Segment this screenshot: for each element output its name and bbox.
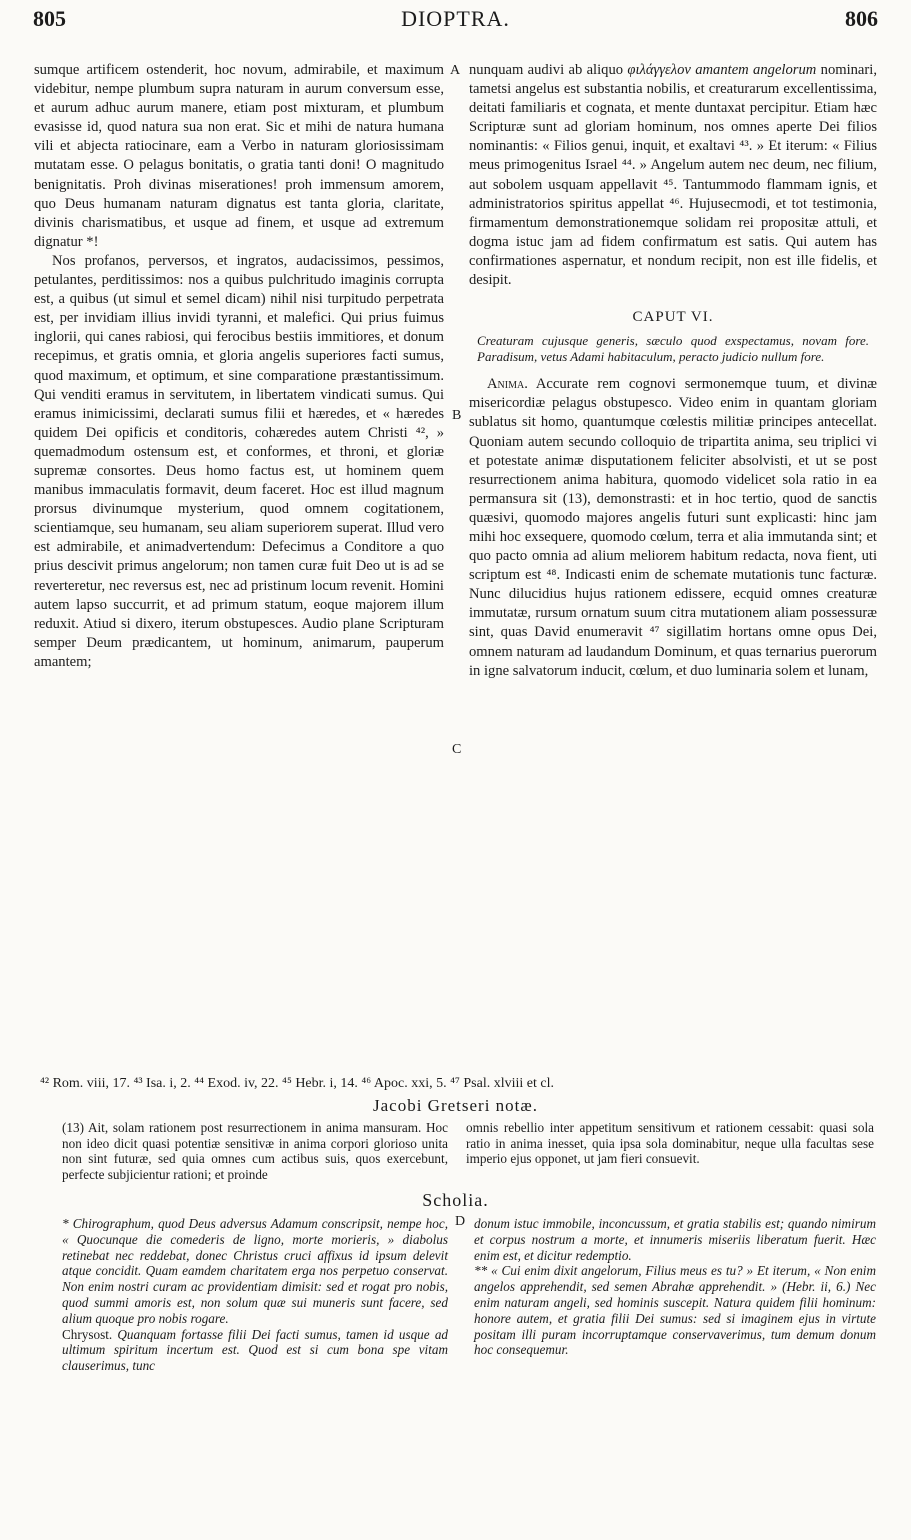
gutter-mark-b: B	[452, 408, 462, 423]
right-paragraph-2-text: Accurate rem cognovi sermonemque tuum, et divinæ misericordiæ pelagus obstupesco. Video enim in quantam gloriam sublatus sit homo, quantumque cœlestis militiæ principes antecellat. Quoniam autem secundo colloquio de tripartita anima, seu triplici vi et potestate animæ disputationem feliciter absolvisti, et ut se post resurrectionem anima habitura, quomodo videlicet sola ratio in ea permansura sit (13), demonstrasti: et in hoc tertio, quod de sanctis quæsivi, quomodo majores angelis futuri sunt explicasti: hinc jam mihi hoc exsequere, quomodo cœlum, terra et alia immutanda sint; et quo pacto omnia ad alium meliorem habitum redacta, nova fient, uti scriptum est ⁴⁸. Indicasti enim de schemate mutationis tunc facturæ. Nunc dilucidius hujus rationem edissere, ecquid omnes creaturæ immutatæ, rursum ornatum suum citra mutationem aliam possessuræ sint, quas David enumeravit ⁴⁷ sigillatim hortans omne opus Dei, omnem naturam ad laudandum Dominum, et quas ternarius puerorum in igne salvatorum inducit, cœlum, et duo luminaria solem et lunam,	[469, 376, 877, 679]
scholia-left-paragraph-2-text: Quanquam fortasse filii Dei facti sumus, tamen id usque ad ultimum spiritum incertum est. Quod est si cum bona spe vitam clauserimus, tunc	[62, 1326, 449, 1374]
chapter-summary: Creaturam cujusque generis, sæculo quod exspectamus, novam fore. Paradisum, vetus Adami habitaculum, peracto judicio nullum fore.	[477, 333, 869, 365]
left-paragraph-1: sumque artificem ostenderit, hoc novum, admirabile, et maximum videbitur, nempe plumbum supra naturam in aurum conversum esse, et aurum adhuc aurum manere, etiam post mixturam, et plumbum evasisse id, quod natura sua non erat. Sic et mihi de natura humana vili et abjecta ratiocinare, eam a Verbo in naturam gloriosissimam mutatam esse. O pelagus bonitatis, o gratia tanti doni! O magnitudo benignitatis. Proh divinas miserationes! proh immensum amorem, quo Deus humanam naturam dignatus est tanta gloria, claritate, divinis charismatibus, et usque ad finem, et usque ad extremum dignatur *!	[34, 62, 444, 250]
gutter-mark-c: C	[452, 742, 462, 757]
right-column	[469, 61, 877, 681]
right-paragraph-1-start: nunquam audivi ab aliquo	[469, 62, 624, 78]
scholia-right	[474, 1216, 876, 1358]
notes-left: (13) Ait, solam rationem post resurrectionem in anima mansuram. Hoc non ideo dicit quasi potentiæ sensitivæ in anima corpori glorioso unita non sint futuræ, sed quia omnes cum actibus suis, quos exercebunt, perfecte subjicientur rationi; et proinde	[62, 1120, 448, 1182]
notes-title: Jacobi Gretseri notæ.	[373, 1096, 538, 1115]
italic-gloss: amantem angelorum	[695, 62, 817, 78]
gutter-mark-d: D	[455, 1214, 466, 1229]
scholia-title: Scholia.	[422, 1190, 489, 1210]
speaker-label: Anima.	[487, 376, 528, 393]
scholia-right-paragraph-1: donum istuc immobile, inconcussum, et gratia stabilis est; quando nimirum et corpus nostrum a morte, et innumeris miseriis liberatum fuerit. Hæc enim est, et dicitur redemptio.	[474, 1216, 876, 1263]
left-column	[34, 61, 444, 672]
page-header	[33, 6, 878, 40]
scholia-left	[62, 1216, 448, 1374]
right-paragraph-2	[469, 375, 877, 681]
greek-word: φιλάγγελον	[627, 62, 691, 78]
right-paragraph-1-rest: nominari, tametsi angelus est substantia nobilis, et creaturarum excellentissima, deitati familiaris et cognata, et mente duntaxat percipitur. Etiam hæc Scripturæ sunt ad gloriam hominum, nos omnes aperte Dei filios nominantis: « Filios genui, inquit, et exaltavi ⁴³. » Et iterum: « Filius meus primogenitus Israel ⁴⁴. » Angelum autem nec deum, nec filium, aut sobolem usquam appellavit ⁴⁵. Tantummodo flammam ignis, et administratorios spiritus appellat ⁴⁶. Hujusecmodi, et tot testimonia, firmamentum demonstrationemque solidam rei propositæ attuli, et dogma istuc jam ad fidem confirmatum est satis. Qui autem has confirmationes aspernatur, et nondum recipit, non est ille fidelis, et desipit.	[469, 62, 877, 289]
notes-right: omnis rebellio inter appetitum sensitivum et rationem cessabit: quasi sola ratio in anima inesset, quia ipsa sola dominabitur, neque ulla facultas sese imperio ejus opponet, ut jam fieri consuevit.	[466, 1120, 874, 1167]
page-number-left: 805	[33, 6, 66, 31]
scholia-left-paragraph-1: * Chirographum, quod Deus adversus Adamum conscripsit, nempe hoc, « Quocunque die comederis de ligno, morte morieris, » diabolus retinebat nec reddebat, donec Christus cruci affixus id ipsum delevit atque concidit. Quam eamdem charitatem erga nos perpetuo conservat. Non enim nostri curam ac providentiam dimisit: sed et rogat pro nobis, quod summi amoris est, non solum quæ sui muneris sunt facere, sed alium quoque pro nobis rogare.	[62, 1216, 448, 1326]
gutter-mark-a: A	[450, 63, 461, 78]
scholia-author-label: Chrysost.	[62, 1326, 113, 1342]
chapter-heading: CAPUT VI.	[632, 309, 714, 326]
scholia-right-paragraph-2: ** « Cui enim dixit angelorum, Filius meus es tu? » Et iterum, « Non enim angelos apprehendit, sed semen Abrahæ apprehendit. » (Hebr. ii, 6.) Nec enim naturam angeli, sed hominis suscepit. Natura quidem filii hominum: honore autem, et gratia filii Dei sumus: sed si imaginem ejus in virtute positam illi puram incorruptamque conservaverimus, tum demum donum hoc consequemur.	[474, 1263, 876, 1358]
page-number-right: 806	[845, 6, 878, 31]
scripture-references: ⁴² Rom. viii, 17. ⁴³ Isa. i, 2. ⁴⁴ Exod. iv, 22. ⁴⁵ Hebr. i, 14. ⁴⁶ Apoc. xxi, 5. ⁴⁷ Psal. xlviii et cl.	[40, 1076, 554, 1091]
running-title: DIOPTRA.	[401, 6, 510, 31]
right-paragraph-1	[469, 61, 877, 290]
scholia-left-paragraph-2	[62, 1327, 448, 1374]
left-paragraph-2: Nos profanos, perversos, et ingratos, audacissimos, pessimos, petulantes, perditissimos: nos a quibus pulchritudo imaginis corrupta est, a quibus (ut simul et semel dicam) nihil nisi turpitudo perpetrata est, per invidiam illius invidi tyranni, et malefici. Qui prius fuimus inglorii, qui canes rabiosi, qui ferocibus bestiis immitiores, et donum recepimus, et gratis omnia, et gloria angelis superiores facti sumus, quod maximum, et optimum, et sine comparatione præstantissimum. Qui venditi eramus in servitutem, in libertatem vindicati sumus. Qui eramus inimicissimi, declarati sumus filii et hæredes, et « hæredes quidem Dei opificis et conditoris, cohæredes autem Christi ⁴², » quemadmodum ostensum est, et conformes, et throni, et gloriæ supremæ consortes. Deus homo factus est, ut hominem quem manibus immaculatis formavit, deum faceret. Hoc est illud magnum prorsus divinumque mysterium, quod omnem cogitationem, scientiamque, seu humanam, seu aliam superiorem superat. Illud vero est admirabile, et animadvertendum: Defecimus a Conditore a quo prius descivit primus angelorum; non tamen curæ fuit Deo ut is ad se reverteretur, nec reversus est, nec ad pristinum locum revenit. Homini autem lapso succurrit, et ad primum statum, eoque majorem illum reduxit. Atiud si dixero, iterum obstupesces. Audio plane Scripturam semper Deum prædicantem, ut hominum, animarum, pauperum amantem;	[34, 252, 444, 670]
